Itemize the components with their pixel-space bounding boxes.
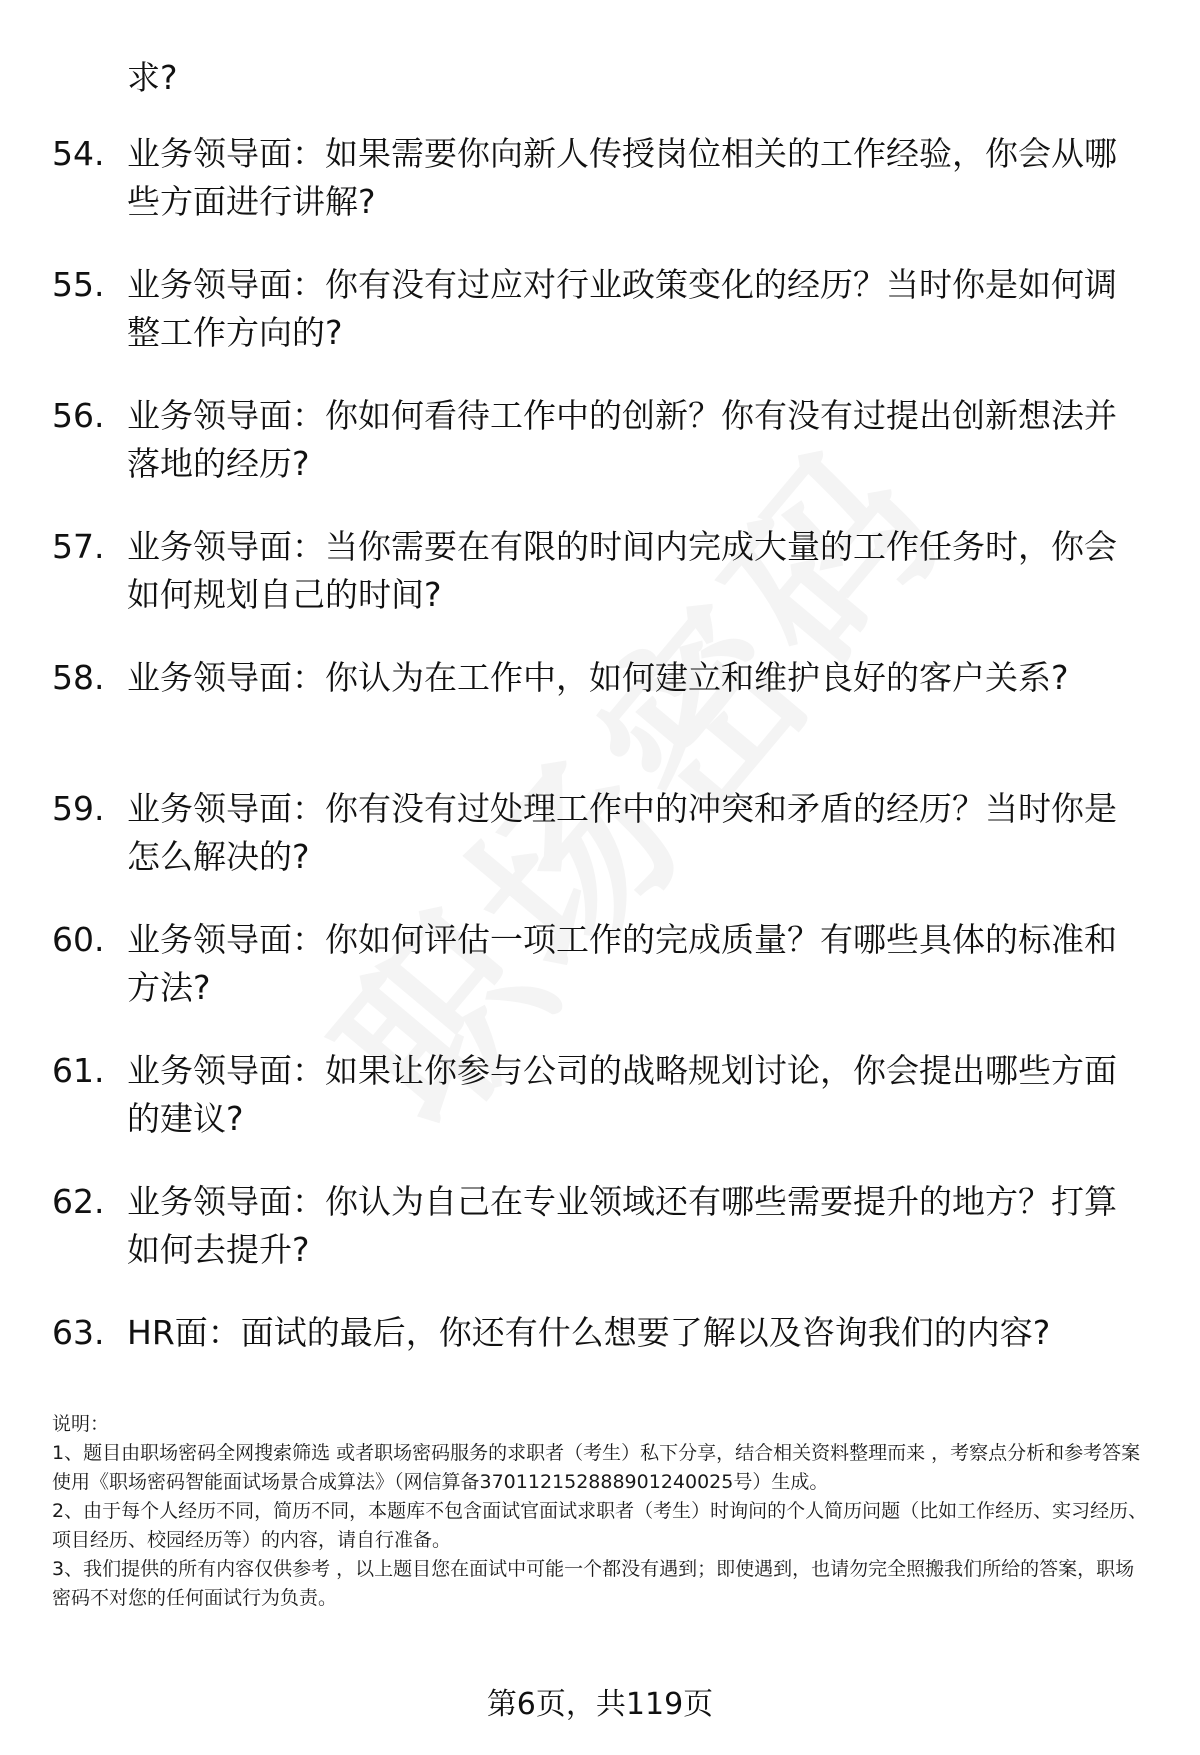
question-text: 业务领导面：你认为在工作中，如何建立和维护良好的客户关系? xyxy=(127,658,1069,697)
question-number: 59. xyxy=(52,789,105,828)
question-continuation: 求? xyxy=(127,58,178,97)
question-number: 57. xyxy=(52,527,105,566)
notes-item: 3、我们提供的所有内容仅供参考 ，以上题目您在面试中可能一个都没有遇到；即使遇到，也请勿完全照搬我们所给的答案，职场密码不对您的任何面试行为负责。 xyxy=(52,1558,1135,1609)
question-number: 62. xyxy=(52,1182,105,1221)
question-text: 业务领导面：你如何评估一项工作的完成质量？有哪些具体的标准和方法? xyxy=(127,920,1117,1007)
question-number: 54. xyxy=(52,134,105,173)
notes-item: 1、题目由职场密码全网搜索筛选 或者职场密码服务的求职者（考生）私下分享，结合相关资料整理而来 ，考察点分析和参考答案使用《职场密码智能面试场景合成算法》（网信算备370112152888901240025号）生成。 xyxy=(52,1442,1141,1493)
question-text: 业务领导面：如果让你参与公司的战略规划讨论，你会提出哪些方面的建议? xyxy=(127,1051,1117,1138)
question-text: 业务领导面：如果需要你向新人传授岗位相关的工作经验，你会从哪些方面进行讲解? xyxy=(127,134,1117,221)
question-number: 60. xyxy=(52,920,105,959)
question-text: 业务领导面：你有没有过应对行业政策变化的经历？当时你是如何调整工作方向的? xyxy=(127,265,1117,352)
question-text: 业务领导面：你有没有过处理工作中的冲突和矛盾的经历？当时你是怎么解决的? xyxy=(127,789,1117,876)
page-footer: 第6页，共119页 xyxy=(486,1687,714,1722)
question-text: 业务领导面：当你需要在有限的时间内完成大量的工作任务时，你会如何规划自己的时间? xyxy=(127,527,1117,614)
question-text: 业务领导面：你认为自己在专业领域还有哪些需要提升的地方？打算如何去提升? xyxy=(127,1182,1117,1269)
notes-item: 2、由于每个人经历不同，简历不同，本题库不包含面试官面试求职者（考生）时询问的个人简历问题（比如工作经历、实习经历、项目经历、校园经历等）的内容，请自行准备。 xyxy=(52,1500,1148,1551)
question-number: 56. xyxy=(52,396,105,435)
question-number: 61. xyxy=(52,1051,105,1090)
question-number: 58. xyxy=(52,658,105,697)
question-text: 业务领导面：你如何看待工作中的创新？你有没有过提出创新想法并落地的经历? xyxy=(127,396,1117,483)
question-number: 63. xyxy=(52,1313,105,1352)
notes-heading: 说明： xyxy=(52,1413,110,1435)
question-text: HR面：面试的最后，你还有什么想要了解以及咨询我们的内容? xyxy=(127,1313,1051,1352)
notes-section xyxy=(52,1410,1152,1613)
question-number: 55. xyxy=(52,265,105,304)
